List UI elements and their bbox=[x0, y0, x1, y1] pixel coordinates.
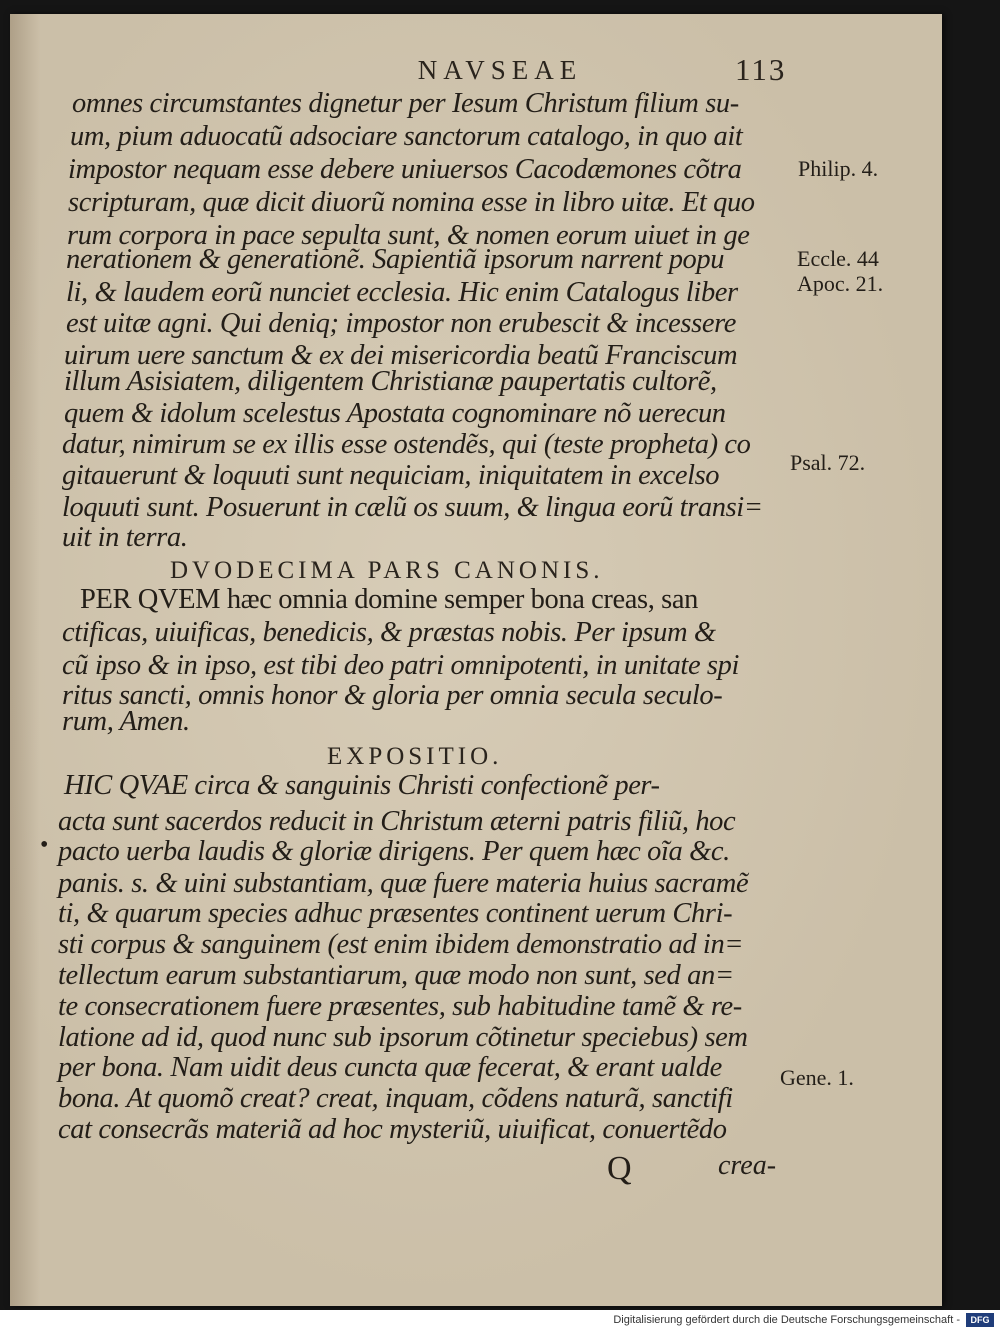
text-line: rum, Amen. bbox=[62, 706, 190, 737]
text-line: cat consecrãs materiã ad hoc mysteriũ, uiuificat, conuertẽdo bbox=[58, 1114, 727, 1145]
text-line: rum corpora in pace sepulta sunt, & nomen eorum uiuet in ge bbox=[67, 220, 750, 251]
text-line: omnes circumstantes dignetur per Iesum Christum filium su- bbox=[72, 88, 739, 119]
signature-mark: Q bbox=[607, 1150, 632, 1187]
text-line: li, & laudem eorũ nunciet ecclesia. Hic enim Catalogus liber bbox=[66, 277, 738, 308]
text-line: est uitæ agni. Qui deniq; impostor non erubescit & incessere bbox=[66, 308, 736, 339]
text-line: latione ad id, quod nunc sub ipsorum cõtinetur speciebus) sem bbox=[58, 1022, 748, 1053]
text-line: cũ ipso & in ipso, est tibi deo patri omnipotenti, in unitate spi bbox=[62, 650, 739, 681]
text-line: datur, nimirum se ex illis esse ostendẽs, qui (teste propheta) co bbox=[62, 429, 751, 460]
margin-note: Apoc. 21. bbox=[797, 271, 884, 296]
folio-number: 113 bbox=[735, 52, 787, 87]
text-line: uit in terra. bbox=[62, 522, 188, 553]
running-title: NAVSEAE bbox=[417, 55, 583, 85]
text-line: quem & idolum scelestus Apostata cognominare nõ uerecun bbox=[64, 398, 726, 429]
text-line: te consecrationem fuere præsentes, sub habitudine tamẽ & re- bbox=[58, 991, 742, 1022]
text-line: bona. At quomõ creat? creat, inquam, cõdens naturã, sanctifi bbox=[58, 1083, 733, 1114]
text-line: illum Asisiatem, diligentem Christianæ paupertatis cultorẽ, bbox=[64, 366, 717, 397]
margin-note: Eccle. 44 bbox=[797, 246, 879, 271]
text-line: HIC QVAE circa & sanguinis Christi confectionẽ per- bbox=[64, 770, 660, 801]
text-line: sti corpus & sanguinem (est enim ibidem demonstratio ad in= bbox=[58, 929, 744, 960]
text-line: uirum uere sanctum & ex dei misericordia beatũ Franciscum bbox=[64, 340, 738, 371]
text-line: nerationem & generationẽ. Sapientiã ipsorum narrent popu bbox=[66, 244, 725, 275]
text-line: pacto uerba laudis & gloriæ dirigens. Per quem hæc oĩa &c. bbox=[58, 836, 730, 867]
section-heading: DVODECIMA PARS CANONIS. bbox=[170, 557, 604, 584]
text-line: gitauerunt & loquuti sunt nequiciam, iniquitatem in excelso bbox=[62, 460, 720, 491]
text-line: ti, & quarum species adhuc præsentes continent uerum Chri- bbox=[58, 898, 733, 929]
text-line: impostor nequam esse debere uniuersos Cacodæmones cõtra bbox=[68, 154, 742, 185]
funding-credit: Digitalisierung gefördert durch die Deutsche Forschungsgemeinschaft - bbox=[613, 1314, 960, 1326]
text-line: ritus sancti, omnis honor & gloria per omnia secula seculo- bbox=[62, 680, 723, 711]
margin-note: Gene. 1. bbox=[780, 1065, 854, 1090]
text-line: loquuti sunt. Posuerunt in cælũ os suum, & lingua eorũ transi= bbox=[62, 492, 763, 523]
margin-mark: • bbox=[40, 832, 49, 858]
margin-note: Philip. 4. bbox=[798, 156, 879, 181]
margin-note: Psal. 72. bbox=[790, 450, 866, 475]
expositio-heading: EXPOSITIO. bbox=[327, 743, 503, 770]
text-line: scripturam, quæ dicit diuorũ nomina esse in libro uitæ. Et quo bbox=[68, 187, 755, 218]
catchword: crea- bbox=[718, 1150, 777, 1181]
text-line: um, pium aduocatũ adsociare sanctorum catalogo, in quo ait bbox=[70, 121, 743, 152]
text-line: PER QVEM hæc omnia domine semper bona creas, san bbox=[80, 584, 698, 615]
text-line: ctificas, uiuificas, benedicis, & præstas nobis. Per ipsum & bbox=[62, 617, 716, 648]
dfg-logo-icon: DFG bbox=[966, 1313, 994, 1327]
footer-bar bbox=[0, 1310, 1000, 1331]
text-line: tellectum earum substantiarum, quæ modo non sunt, sed an= bbox=[58, 960, 734, 991]
text-line: per bona. Nam uidit deus cuncta quæ fecerat, & erant ualde bbox=[58, 1052, 722, 1083]
text-line: panis. s. & uini substantiam, quæ fuere materia huius sacramẽ bbox=[58, 868, 749, 899]
text-line: acta sunt sacerdos reducit in Christum æterni patris filiũ, hoc bbox=[58, 806, 736, 837]
